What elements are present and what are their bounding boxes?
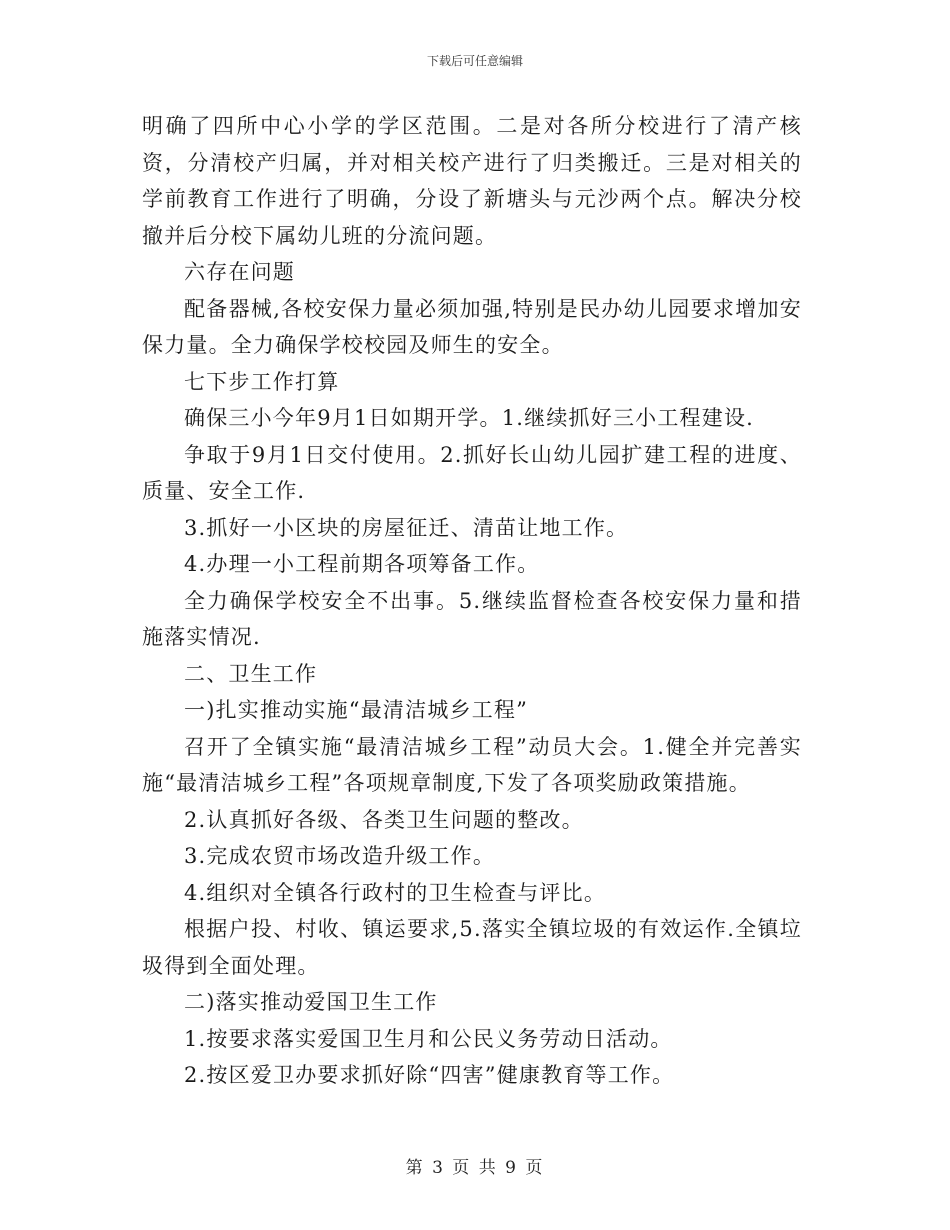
section-heading: 七下步工作打算: [184, 369, 340, 394]
document-body: [142, 108, 802, 1094]
list-item: 1.按要求落实爱国卫生月和公民义务劳动日活动。: [184, 1026, 673, 1051]
subsection-heading: 二)落实推动爱国卫生工作: [184, 990, 438, 1014]
paragraph: 明确了四所中心小学的学区范围。二是对各所分校进行了清产核资，分清校产归属，并对相关校产进行了归类搬迁。三是对相关的学前教育工作进行了明确，分设了新塘头与元沙两个点。解决分校撤并后分校下属幼儿班的分流问题。: [142, 114, 802, 248]
list-item: 2.认真抓好各级、各类卫生问题的整改。: [184, 807, 584, 832]
paragraph: 确保三小今年9月1日如期开学。1.继续抓好三小工程建设.: [184, 406, 755, 430]
page-header: 下载后可任意编辑: [426, 54, 523, 68]
list-item: 4.组织对全镇各行政村的卫生检查与评比。: [184, 880, 607, 905]
page-number: 第 3 页 共 9 页: [405, 1158, 545, 1178]
subsection-heading: 一)扎实推动实施“最清洁城乡工程”: [184, 698, 529, 722]
paragraph: 全力确保学校安全不出事。5.继续监督检查各校安保力量和措施落实情况.: [142, 588, 802, 649]
paragraph: 配备器械,各校安保力量必须加强,特别是民办幼儿园要求增加安保力量。全力确保学校校园及师生的安全。: [142, 296, 802, 357]
paragraph: 争取于9月1日交付使用。2.抓好长山幼儿园扩建工程的进度、质量、安全工作.: [142, 442, 802, 503]
list-item: 4.办理一小工程前期各项筹备工作。: [184, 552, 540, 576]
paragraph: 召开了全镇实施“最清洁城乡工程”动员大会。1.健全并完善实施“最清洁城乡工程”各项规章制度,下发了各项奖励政策措施。: [142, 734, 802, 795]
list-item: 3.完成农贸市场改造升级工作。: [184, 844, 496, 868]
section-heading: 二、卫生工作: [184, 661, 318, 686]
paragraph: 根据户投、村收、镇运要求,5.落实全镇垃圾的有效运作.全镇垃圾得到全面处理。: [142, 917, 802, 978]
section-heading: 六存在问题: [184, 260, 295, 284]
list-item: 2.按区爱卫办要求抓好除“四害”健康教育等工作。: [184, 1063, 675, 1087]
list-item: 3.抓好一小区块的房屋征迁、清苗让地工作。: [184, 515, 629, 540]
